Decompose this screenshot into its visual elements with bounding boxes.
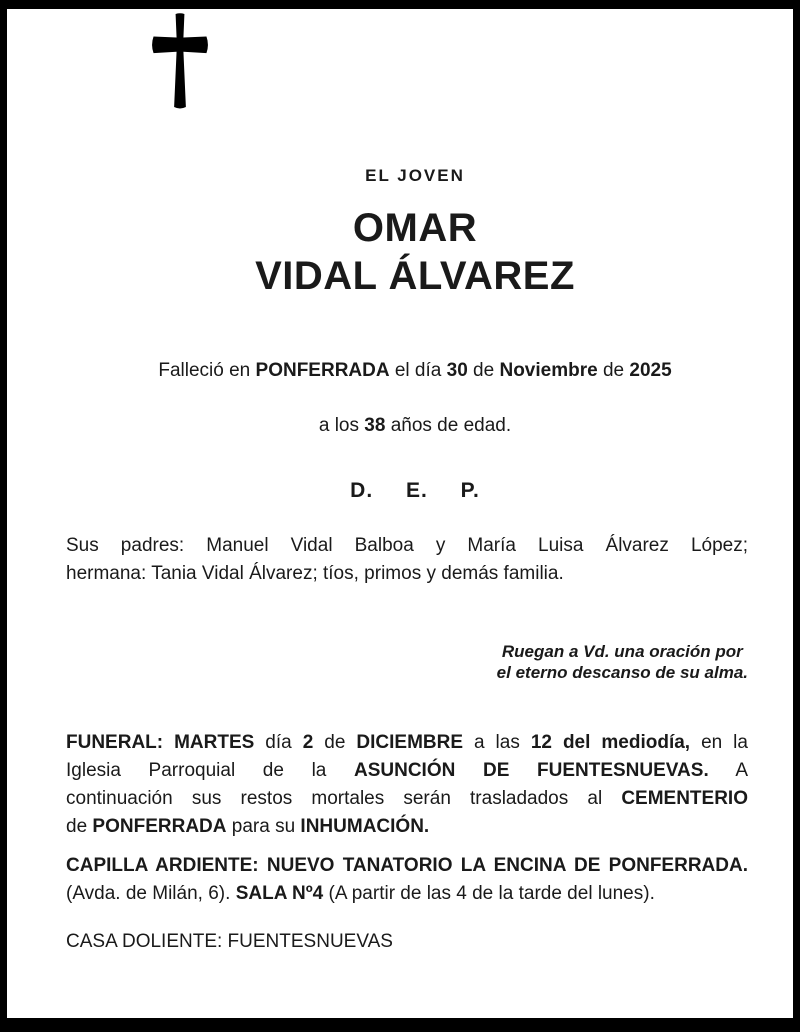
text-segment: PONFERRADA <box>92 816 227 837</box>
text-segment: DICIEMBRE <box>356 732 464 753</box>
text-segment: el día <box>389 360 447 381</box>
text-segment: 2 <box>302 732 314 753</box>
text-line <box>66 785 748 813</box>
text-segment: CEMENTERIO <box>621 788 748 809</box>
text-segment: años de edad. <box>385 415 512 436</box>
wake-chapel-paragraph <box>66 852 748 908</box>
age-line <box>66 412 764 439</box>
family-paragraph <box>66 532 748 588</box>
text-segment: (Avda. de Milán, 6). <box>66 883 236 904</box>
deceased-first-name: OMAR <box>352 206 478 250</box>
text-line <box>66 880 748 908</box>
text-segment: 12 del mediodía, <box>530 732 691 753</box>
honorific-title: EL JOVEN <box>365 166 465 185</box>
deceased-name <box>66 204 764 300</box>
text-segment: INHUMACIÓN. <box>300 816 430 837</box>
death-place-date-line <box>66 357 764 384</box>
text-segment: de <box>597 360 630 381</box>
mourning-home-line <box>66 928 748 956</box>
text-segment: CAPILLA ARDIENTE: NUEVO TANATORIO LA ENCINA DE PONFERRADA. <box>66 855 748 876</box>
text-segment: 38 <box>364 415 386 436</box>
dep-abbreviation: D. E. P. <box>350 479 480 502</box>
text-segment: SALA Nº4 <box>235 883 324 904</box>
text-segment: en la <box>690 732 748 753</box>
text-segment: PONFERRADA <box>255 360 390 381</box>
text-segment: Noviembre <box>499 360 598 381</box>
text-segment: (A partir de las 4 de la tarde del lunes). <box>323 883 655 904</box>
text-segment: FUNERAL: MARTES <box>66 732 255 753</box>
text-line <box>66 560 748 588</box>
text-segment: 30 <box>446 360 468 381</box>
text-line <box>66 729 748 757</box>
prayer-line-1: Ruegan a Vd. una oración por <box>501 642 743 661</box>
text-line <box>66 757 748 785</box>
text-segment: Iglesia Parroquial de la <box>66 760 354 781</box>
text-segment: a los <box>318 415 365 436</box>
text-segment: a las <box>463 732 531 753</box>
text-segment: CASA DOLIENTE: FUENTESNUEVAS <box>66 931 393 952</box>
text-line <box>66 532 748 560</box>
text-line <box>66 852 748 880</box>
text-segment: Sus padres: Manuel Vidal Balboa y María Luisa Álvarez López; <box>66 535 748 556</box>
text-line <box>66 813 748 841</box>
prayer-request <box>497 641 748 683</box>
text-segment: continuación sus restos mortales serán trasladados al <box>66 788 622 809</box>
deceased-surnames: VIDAL ÁLVAREZ <box>255 254 575 298</box>
text-segment: de <box>467 360 500 381</box>
funeral-paragraph <box>66 729 748 841</box>
text-segment: 2025 <box>629 360 672 381</box>
cross-icon <box>150 12 210 110</box>
text-segment: hermana: Tania Vidal Álvarez; tíos, primos y demás familia. <box>66 563 564 584</box>
text-segment: de <box>66 816 93 837</box>
text-segment: Falleció en <box>158 360 256 381</box>
text-segment: para su <box>226 816 301 837</box>
text-segment: día <box>254 732 303 753</box>
text-segment: ASUNCIÓN DE FUENTESNUEVAS. <box>354 760 709 781</box>
prayer-line-2: el eterno descanso de su alma. <box>496 663 748 682</box>
text-segment: A <box>708 760 748 781</box>
text-segment: de <box>313 732 357 753</box>
